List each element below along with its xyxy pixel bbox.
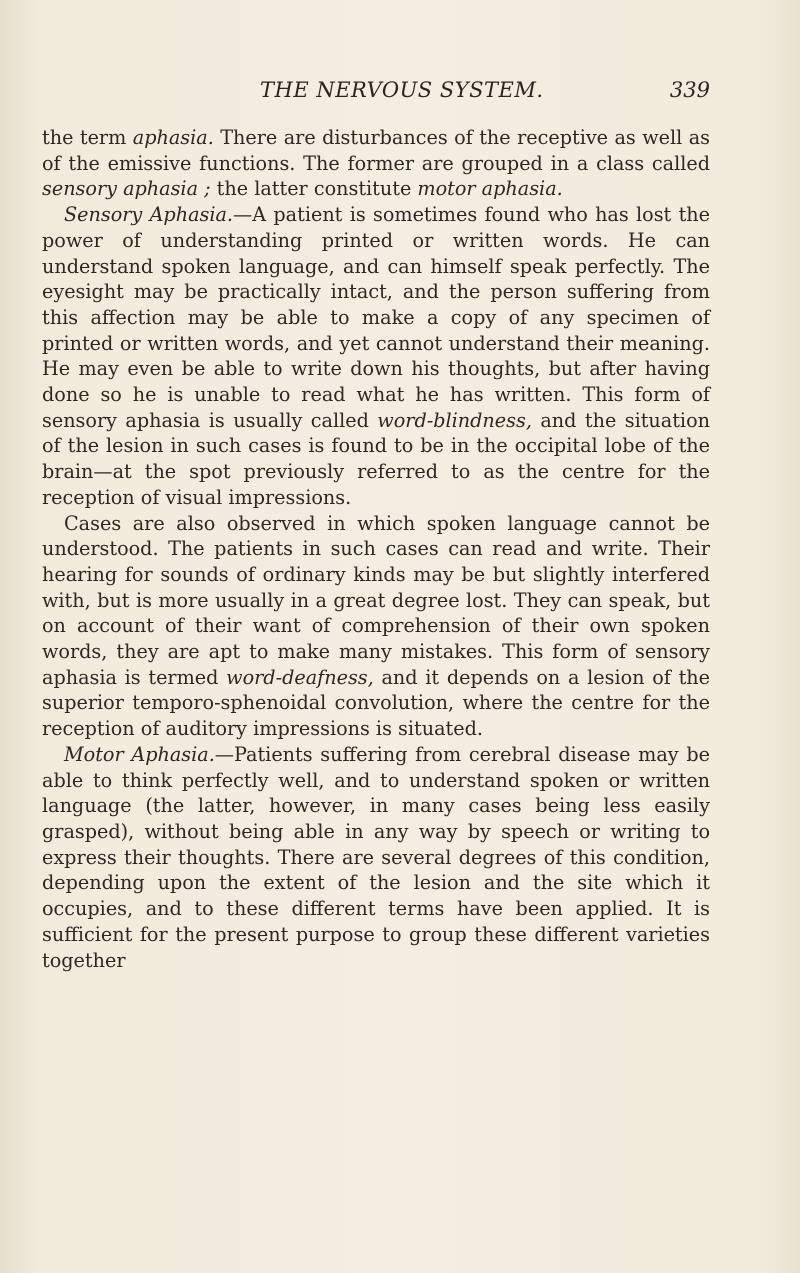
italic-text: aphasia. (132, 126, 214, 149)
italic-text: sensory aphasia ; (42, 177, 211, 201)
text-run: the latter constitute (210, 177, 418, 201)
paragraph (42, 511, 710, 742)
text-run: There are disturbances of the receptive as well as of the emissive functions. The former are grouped in a class called (42, 126, 710, 175)
text-run: and the situation of the lesion in such cases is found to be in the occipital lobe of the brain—at the spot previously referred to as the centre for the reception of visual impressions. (42, 408, 710, 509)
paragraph (42, 125, 710, 202)
text-run: the term (42, 126, 133, 149)
paragraph (42, 202, 710, 510)
italic-text: Motor Aphasia. (64, 742, 215, 766)
italic-text: word-deafness, (226, 665, 374, 689)
page-number: 339 (669, 78, 710, 102)
text-run: —A patient is sometimes found who has lost the power of understanding printed or written words. He can understand spoken language, and can himself speak perfectly. The eyesight may be practically intact, and the person suffering from this affection may be able to make a copy of any specimen of printed or written words, and yet cannot understand their meaning. He may even be able to write down his thoughts, but after having done so he is unable to read what he has written. This form of sensory aphasia is usually called (42, 203, 711, 432)
text-run: Cases are also observed in which spoken language cannot be understood. The patients in such cases can read and write. Their hearing for sounds of ordinary kinds may be but slightly interfered with, but is more usually in a great degree lost. They can speak, but on account of their want of comprehension of their own spoken words, they are apt to make many mistakes. This form of sensory aphasia is termed (42, 511, 710, 689)
text-run: —Patients suffering from cerebral disease may be able to think perfectly well, and to understand spoken or written language (the latter, however, in many cases being less easily grasped), without being able in any way by speech or writing to express their thoughts. There are several degrees of this condition, depending upon the extent of the lesion and the site which it occupies, and to these different terms have been applied. It is sufficient for the present purpose to group these different varieties together (42, 742, 710, 972)
italic-text: motor aphasia. (417, 177, 563, 201)
page-header (120, 78, 710, 110)
paragraph (42, 742, 710, 973)
text-run: and it depends on a lesion of the superior temporo-sphenoidal convolution, where the centre for the reception of auditory impressions is situated. (42, 665, 711, 741)
italic-text: word-blindness, (377, 408, 532, 432)
body-text (42, 125, 710, 973)
italic-text: Sensory Aphasia. (64, 203, 234, 227)
running-title: THE NERVOUS SYSTEM. (260, 78, 544, 102)
